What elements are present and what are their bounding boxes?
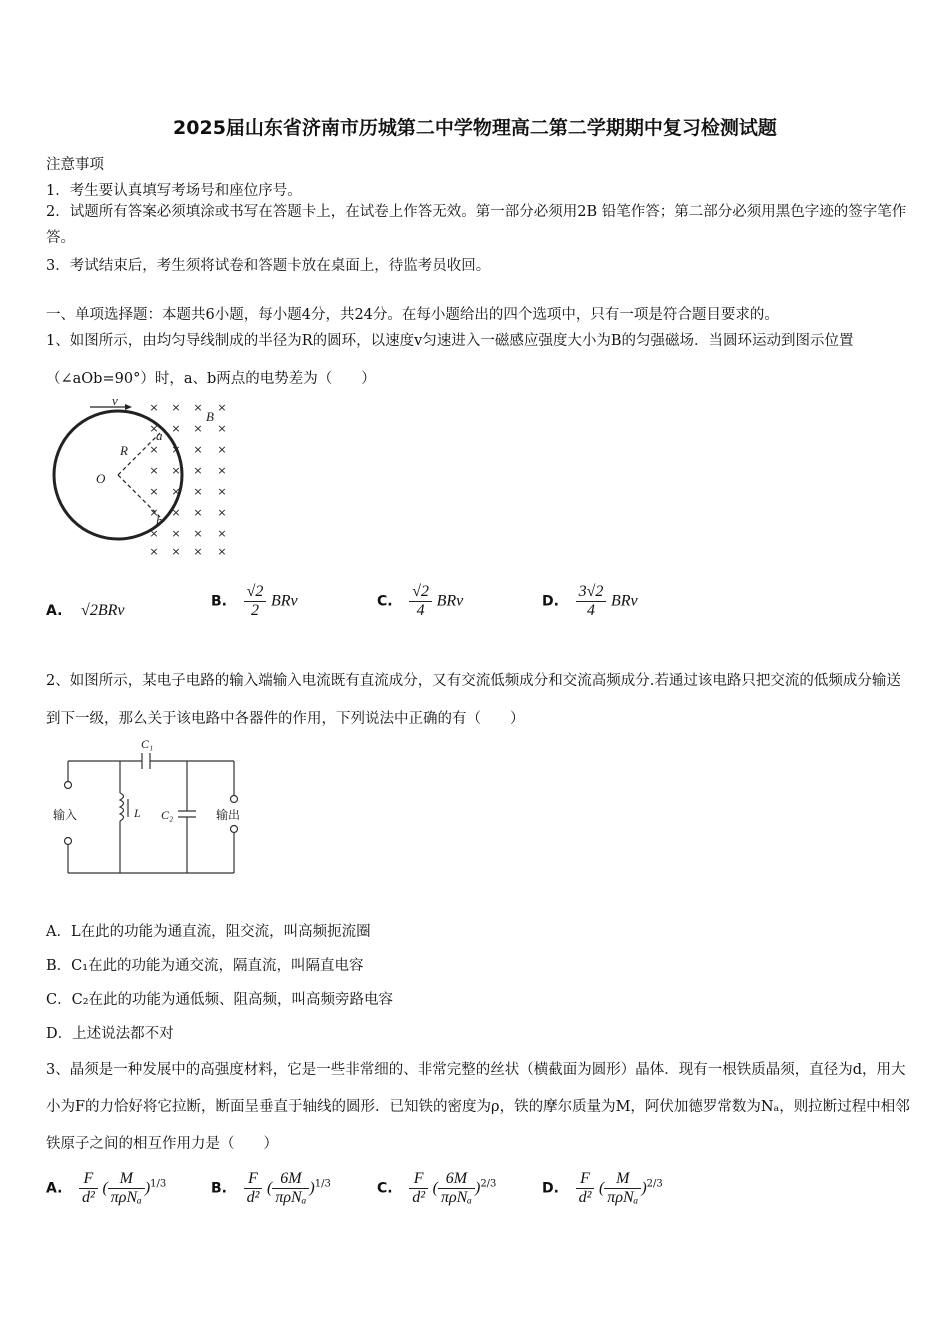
q1-option-d[interactable]: D. $\frac{3√2}{4}$ BRv: [542, 583, 638, 619]
svg-text:×: ×: [171, 506, 181, 519]
notice-item: 2．试题所有答案必须填涂或书写在答题卡上，在试卷上作答无效。第一部分必须用2B 铅笔作答；第二部分必须用黑色字迹的签字笔作答。: [46, 204, 907, 246]
svg-text:×: ×: [149, 422, 159, 435]
label-R: R: [120, 443, 128, 458]
svg-text:×: ×: [217, 443, 227, 456]
q1-option-c[interactable]: C. $\frac{√2}{4}$ BRv: [377, 583, 464, 619]
q3-option-b[interactable]: B. $\frac{F}{\text{d²}}$ ( $\frac{6M}{\text{πρNₐ}}$ )$^{1/3}$: [211, 1170, 331, 1206]
svg-text:×: ×: [171, 464, 181, 477]
q3-option-a[interactable]: A. $\frac{F}{\text{d²}}$ ( $\frac{M}{\text{πρNₐ}}$ )$^{1/3}$: [46, 1170, 167, 1206]
label-b: b: [156, 513, 163, 528]
page-title: 2025届山东省济南市历城第二中学物理高二第二学期期中复习检测试题: [173, 117, 777, 139]
svg-text:×: ×: [217, 464, 227, 477]
svg-text:×: ×: [217, 506, 227, 519]
label-l: L: [134, 806, 141, 820]
q2-option-d[interactable]: D．上述说法都不对: [46, 1026, 174, 1042]
svg-text:×: ×: [171, 545, 181, 558]
section-heading: 一、单项选择题：本题共6小题，每小题4分，共24分。在每小题给出的四个选项中，只有一项是符合题目要求的。: [46, 307, 779, 323]
q1-ring-diagram: [50, 395, 240, 560]
svg-text:×: ×: [171, 422, 181, 435]
question-2-stem: 2、如图所示，某电子电路的输入端输入电流既有直流成分，又有交流低频成分和交流高频成分.若通过该电路只把交流的低频成分输送到下一级，那么关于该电路中各器件的作用，下列说法中正确的有（ ）: [46, 673, 901, 727]
notice-item: 3．考试结束后，考生须将试卷和答题卡放在桌面上，待监考员收回。: [46, 258, 491, 274]
notice-heading: 注意事项: [46, 157, 104, 173]
svg-text:×: ×: [217, 527, 227, 540]
q2-option-b[interactable]: B．C₁在此的功能为通交流，隔直流，叫隔直电容: [46, 958, 364, 974]
label-c2: C₂: [161, 808, 174, 822]
svg-text:×: ×: [217, 485, 227, 498]
label-v: v: [112, 395, 118, 408]
label-B: B: [206, 409, 214, 424]
svg-text:×: ×: [171, 485, 181, 498]
svg-text:×: ×: [217, 545, 227, 558]
q1-option-a[interactable]: A. √2BRv: [46, 602, 125, 619]
question-3-stem: 3、晶须是一种发展中的高强度材料，它是一些非常细的、非常完整的丝状（横截面为圆形）晶体．现有一根铁质晶须，直径为d，用大小为F的力恰好将它拉断，断面呈垂直于轴线的圆形．已知铁的密度为ρ，铁的摩尔质量为M，阿伏加德罗常数为Nₐ，则拉断过程中相邻铁原子之间的相互作用力是（ ）: [46, 1062, 910, 1152]
svg-text:×: ×: [193, 527, 203, 540]
label-input: 输入: [53, 808, 78, 822]
q1-option-b[interactable]: B. $\frac{√2}{2}$ BRv: [211, 583, 298, 619]
label-output: 输出: [216, 808, 241, 822]
svg-text:×: ×: [193, 464, 203, 477]
label-c1: C₁: [141, 737, 154, 751]
label-O: O: [96, 471, 106, 486]
svg-text:×: ×: [193, 545, 203, 558]
q2-option-a[interactable]: A．L在此的功能为通直流，阻交流，叫高频扼流圈: [46, 924, 371, 940]
label-a: a: [156, 428, 163, 443]
svg-text:×: ×: [193, 422, 203, 435]
svg-text:×: ×: [149, 485, 159, 498]
svg-text:×: ×: [193, 485, 203, 498]
svg-text:×: ×: [149, 527, 159, 540]
svg-text:×: ×: [149, 464, 159, 477]
svg-text:×: ×: [149, 506, 159, 519]
q2-option-c[interactable]: C．C₂在此的功能为通低频、阻高频，叫高频旁路电容: [46, 992, 393, 1008]
svg-text:×: ×: [149, 443, 159, 456]
svg-text:×: ×: [171, 527, 181, 540]
question-1-stem: 1、如图所示，由均匀导线制成的半径为R的圆环，以速度v匀速进入一磁感应强度大小为B的匀强磁场．当圆环运动到图示位置（∠aOb=90°）时，a、b两点的电势差为（ ）: [46, 333, 854, 387]
svg-text:×: ×: [193, 401, 203, 414]
svg-text:×: ×: [217, 422, 227, 435]
svg-text:×: ×: [149, 401, 159, 414]
q2-circuit-diagram: [48, 737, 258, 882]
q3-option-c[interactable]: C. $\frac{F}{\text{d²}}$ ( $\frac{6M}{\text{πρNₐ}}$ )$^{2/3}$: [377, 1170, 497, 1206]
svg-text:×: ×: [171, 443, 181, 456]
svg-text:×: ×: [217, 401, 227, 414]
svg-text:×: ×: [149, 545, 159, 558]
svg-text:×: ×: [193, 506, 203, 519]
svg-text:×: ×: [171, 401, 181, 414]
notice-item: 1．考生要认真填写考场号和座位序号。: [46, 183, 302, 199]
q3-option-d[interactable]: D. $\frac{F}{\text{d²}}$ ( $\frac{M}{\text{πρNₐ}}$ )$^{2/3}$: [542, 1170, 663, 1206]
svg-text:×: ×: [193, 443, 203, 456]
